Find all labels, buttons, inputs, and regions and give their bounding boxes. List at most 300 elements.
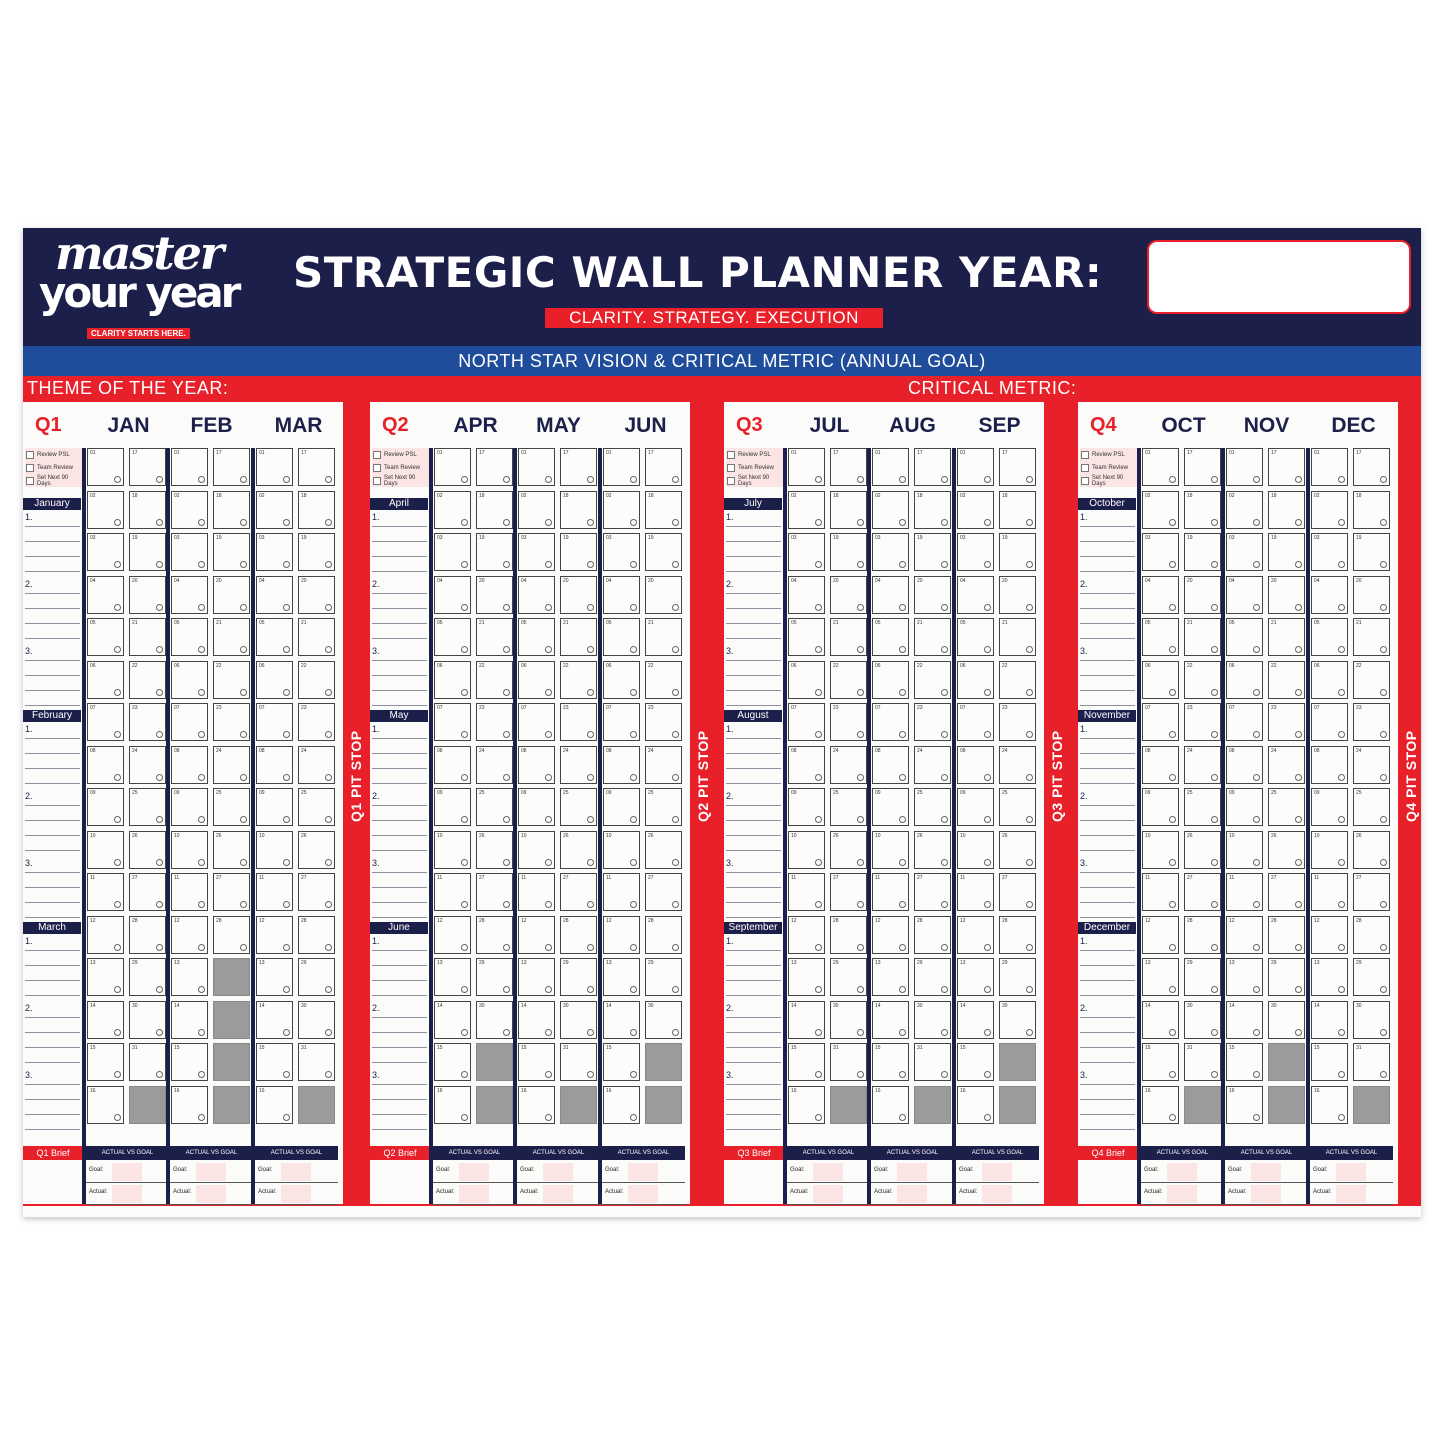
day-cell[interactable] bbox=[171, 916, 208, 954]
day-cell[interactable] bbox=[518, 1086, 555, 1124]
done-circle-icon[interactable] bbox=[984, 646, 991, 653]
writing-line[interactable] bbox=[25, 850, 80, 851]
day-cell[interactable] bbox=[87, 491, 124, 529]
done-circle-icon[interactable] bbox=[1253, 604, 1260, 611]
done-circle-icon[interactable] bbox=[1295, 561, 1302, 568]
day-cell[interactable] bbox=[1142, 746, 1179, 784]
done-circle-icon[interactable] bbox=[283, 859, 290, 866]
day-cell[interactable] bbox=[213, 533, 250, 571]
day-cell[interactable] bbox=[603, 618, 640, 656]
day-cell[interactable] bbox=[518, 533, 555, 571]
writing-line[interactable] bbox=[372, 1099, 427, 1100]
writing-line[interactable] bbox=[372, 805, 427, 806]
day-cell[interactable] bbox=[1353, 618, 1390, 656]
writing-line[interactable] bbox=[372, 835, 427, 836]
done-circle-icon[interactable] bbox=[461, 859, 468, 866]
day-cell[interactable] bbox=[87, 873, 124, 911]
day-cell[interactable] bbox=[298, 916, 335, 954]
done-circle-icon[interactable] bbox=[156, 731, 163, 738]
writing-line[interactable] bbox=[1080, 783, 1135, 784]
done-circle-icon[interactable] bbox=[114, 986, 121, 993]
day-cell[interactable] bbox=[872, 661, 909, 699]
day-cell[interactable] bbox=[476, 576, 513, 614]
writing-line[interactable] bbox=[372, 887, 427, 888]
day-cell[interactable] bbox=[1226, 491, 1263, 529]
day-cell[interactable] bbox=[999, 703, 1036, 741]
writing-line[interactable] bbox=[372, 593, 427, 594]
day-cell[interactable] bbox=[872, 533, 909, 571]
day-cell[interactable] bbox=[1142, 576, 1179, 614]
day-cell[interactable] bbox=[129, 746, 166, 784]
day-cell[interactable] bbox=[434, 703, 471, 741]
day-cell[interactable] bbox=[788, 873, 825, 911]
day-cell[interactable] bbox=[476, 661, 513, 699]
day-cell[interactable] bbox=[914, 873, 951, 911]
done-circle-icon[interactable] bbox=[984, 986, 991, 993]
writing-line[interactable] bbox=[726, 902, 781, 903]
checklist-item[interactable] bbox=[372, 448, 430, 461]
day-cell[interactable] bbox=[129, 916, 166, 954]
day-cell[interactable] bbox=[256, 576, 293, 614]
day-cell[interactable] bbox=[1226, 576, 1263, 614]
day-cell[interactable] bbox=[434, 873, 471, 911]
writing-line[interactable] bbox=[1080, 1047, 1135, 1048]
day-cell[interactable] bbox=[1184, 916, 1221, 954]
input-area[interactable] bbox=[543, 1163, 573, 1181]
day-cell[interactable] bbox=[518, 873, 555, 911]
done-circle-icon[interactable] bbox=[1211, 859, 1218, 866]
day-cell[interactable] bbox=[603, 746, 640, 784]
day-cell[interactable] bbox=[560, 703, 597, 741]
done-circle-icon[interactable] bbox=[630, 561, 637, 568]
done-circle-icon[interactable] bbox=[941, 561, 948, 568]
done-circle-icon[interactable] bbox=[984, 901, 991, 908]
day-cell[interactable] bbox=[518, 1043, 555, 1081]
day-cell[interactable] bbox=[914, 661, 951, 699]
day-cell[interactable] bbox=[1268, 491, 1305, 529]
done-circle-icon[interactable] bbox=[198, 1071, 205, 1078]
day-cell[interactable] bbox=[1353, 831, 1390, 869]
done-circle-icon[interactable] bbox=[984, 774, 991, 781]
day-cell[interactable] bbox=[518, 703, 555, 741]
done-circle-icon[interactable] bbox=[545, 986, 552, 993]
day-cell[interactable] bbox=[914, 1086, 951, 1124]
day-cell[interactable] bbox=[957, 788, 994, 826]
day-cell[interactable] bbox=[603, 1086, 640, 1124]
day-cell[interactable] bbox=[298, 873, 335, 911]
writing-line[interactable] bbox=[372, 608, 427, 609]
day-cell[interactable] bbox=[1311, 831, 1348, 869]
done-circle-icon[interactable] bbox=[1169, 944, 1176, 951]
day-cell[interactable] bbox=[560, 873, 597, 911]
done-circle-icon[interactable] bbox=[1338, 1029, 1345, 1036]
day-cell[interactable] bbox=[129, 1001, 166, 1039]
day-cell[interactable] bbox=[1268, 576, 1305, 614]
day-cell[interactable] bbox=[645, 491, 682, 529]
day-cell[interactable] bbox=[1226, 1086, 1263, 1124]
done-circle-icon[interactable] bbox=[630, 901, 637, 908]
day-cell[interactable] bbox=[1311, 448, 1348, 486]
done-circle-icon[interactable] bbox=[240, 944, 247, 951]
day-cell[interactable] bbox=[872, 873, 909, 911]
day-cell[interactable] bbox=[434, 1001, 471, 1039]
goal-field[interactable] bbox=[602, 1162, 685, 1183]
done-circle-icon[interactable] bbox=[984, 604, 991, 611]
done-circle-icon[interactable] bbox=[1026, 774, 1033, 781]
done-circle-icon[interactable] bbox=[630, 1029, 637, 1036]
done-circle-icon[interactable] bbox=[984, 561, 991, 568]
writing-line[interactable] bbox=[726, 783, 781, 784]
writing-line[interactable] bbox=[25, 690, 80, 691]
day-cell[interactable] bbox=[171, 1086, 208, 1124]
done-circle-icon[interactable] bbox=[1338, 986, 1345, 993]
done-circle-icon[interactable] bbox=[899, 774, 906, 781]
day-cell[interactable] bbox=[476, 1043, 513, 1081]
done-circle-icon[interactable] bbox=[240, 859, 247, 866]
day-cell[interactable] bbox=[603, 533, 640, 571]
done-circle-icon[interactable] bbox=[1169, 1071, 1176, 1078]
day-cell[interactable] bbox=[645, 703, 682, 741]
day-cell[interactable] bbox=[830, 533, 867, 571]
done-circle-icon[interactable] bbox=[503, 901, 510, 908]
day-cell[interactable] bbox=[830, 1001, 867, 1039]
day-cell[interactable] bbox=[1184, 576, 1221, 614]
day-cell[interactable] bbox=[872, 916, 909, 954]
writing-line[interactable] bbox=[1080, 965, 1135, 966]
input-area[interactable] bbox=[897, 1163, 927, 1181]
done-circle-icon[interactable] bbox=[1380, 859, 1387, 866]
writing-line[interactable] bbox=[372, 690, 427, 691]
done-circle-icon[interactable] bbox=[587, 561, 594, 568]
day-cell[interactable] bbox=[171, 703, 208, 741]
input-area[interactable] bbox=[628, 1163, 658, 1181]
done-circle-icon[interactable] bbox=[503, 561, 510, 568]
done-circle-icon[interactable] bbox=[1338, 901, 1345, 908]
day-cell[interactable] bbox=[518, 958, 555, 996]
day-cell[interactable] bbox=[1142, 788, 1179, 826]
writing-line[interactable] bbox=[1080, 1114, 1135, 1115]
day-cell[interactable] bbox=[213, 576, 250, 614]
day-cell[interactable] bbox=[645, 958, 682, 996]
day-cell[interactable] bbox=[256, 831, 293, 869]
done-circle-icon[interactable] bbox=[1169, 519, 1176, 526]
done-circle-icon[interactable] bbox=[1295, 816, 1302, 823]
done-circle-icon[interactable] bbox=[114, 731, 121, 738]
done-circle-icon[interactable] bbox=[461, 731, 468, 738]
done-circle-icon[interactable] bbox=[1026, 816, 1033, 823]
done-circle-icon[interactable] bbox=[503, 986, 510, 993]
input-area[interactable] bbox=[897, 1185, 927, 1203]
writing-line[interactable] bbox=[1080, 753, 1135, 754]
day-cell[interactable] bbox=[476, 491, 513, 529]
day-cell[interactable] bbox=[256, 958, 293, 996]
done-circle-icon[interactable] bbox=[1211, 1071, 1218, 1078]
writing-line[interactable] bbox=[372, 738, 427, 739]
input-area[interactable] bbox=[1167, 1163, 1197, 1181]
day-cell[interactable] bbox=[518, 661, 555, 699]
day-cell[interactable] bbox=[476, 746, 513, 784]
day-cell[interactable] bbox=[1184, 448, 1221, 486]
day-cell[interactable] bbox=[603, 831, 640, 869]
day-cell[interactable] bbox=[1353, 703, 1390, 741]
done-circle-icon[interactable] bbox=[899, 859, 906, 866]
done-circle-icon[interactable] bbox=[114, 561, 121, 568]
day-cell[interactable] bbox=[298, 576, 335, 614]
done-circle-icon[interactable] bbox=[1253, 986, 1260, 993]
day-cell[interactable] bbox=[1142, 533, 1179, 571]
writing-line[interactable] bbox=[25, 753, 80, 754]
writing-line[interactable] bbox=[25, 768, 80, 769]
done-circle-icon[interactable] bbox=[1026, 859, 1033, 866]
done-circle-icon[interactable] bbox=[672, 561, 679, 568]
day-cell[interactable] bbox=[872, 788, 909, 826]
day-cell[interactable] bbox=[1353, 1086, 1390, 1124]
day-cell[interactable] bbox=[1142, 1001, 1179, 1039]
day-cell[interactable] bbox=[872, 448, 909, 486]
day-cell[interactable] bbox=[788, 958, 825, 996]
writing-line[interactable] bbox=[1080, 556, 1135, 557]
day-cell[interactable] bbox=[999, 746, 1036, 784]
done-circle-icon[interactable] bbox=[240, 561, 247, 568]
done-circle-icon[interactable] bbox=[815, 689, 822, 696]
done-circle-icon[interactable] bbox=[1169, 816, 1176, 823]
day-cell[interactable] bbox=[788, 618, 825, 656]
writing-line[interactable] bbox=[372, 753, 427, 754]
day-cell[interactable] bbox=[1353, 746, 1390, 784]
done-circle-icon[interactable] bbox=[1380, 774, 1387, 781]
done-circle-icon[interactable] bbox=[1026, 1029, 1033, 1036]
day-cell[interactable] bbox=[603, 873, 640, 911]
writing-line[interactable] bbox=[1080, 902, 1135, 903]
actual-field[interactable] bbox=[1225, 1184, 1308, 1205]
checkbox[interactable] bbox=[727, 477, 735, 485]
done-circle-icon[interactable] bbox=[815, 561, 822, 568]
done-circle-icon[interactable] bbox=[325, 859, 332, 866]
done-circle-icon[interactable] bbox=[857, 1071, 864, 1078]
done-circle-icon[interactable] bbox=[283, 604, 290, 611]
done-circle-icon[interactable] bbox=[461, 689, 468, 696]
done-circle-icon[interactable] bbox=[1253, 774, 1260, 781]
writing-line[interactable] bbox=[726, 820, 781, 821]
done-circle-icon[interactable] bbox=[899, 689, 906, 696]
day-cell[interactable] bbox=[256, 746, 293, 784]
day-cell[interactable] bbox=[603, 916, 640, 954]
writing-line[interactable] bbox=[1080, 805, 1135, 806]
done-circle-icon[interactable] bbox=[156, 1071, 163, 1078]
writing-line[interactable] bbox=[1080, 738, 1135, 739]
writing-line[interactable] bbox=[726, 738, 781, 739]
writing-line[interactable] bbox=[1080, 950, 1135, 951]
done-circle-icon[interactable] bbox=[815, 1071, 822, 1078]
done-circle-icon[interactable] bbox=[815, 476, 822, 483]
day-cell[interactable] bbox=[298, 491, 335, 529]
done-circle-icon[interactable] bbox=[815, 1114, 822, 1121]
day-cell[interactable] bbox=[1268, 533, 1305, 571]
done-circle-icon[interactable] bbox=[630, 476, 637, 483]
done-circle-icon[interactable] bbox=[857, 604, 864, 611]
writing-line[interactable] bbox=[1080, 835, 1135, 836]
done-circle-icon[interactable] bbox=[984, 944, 991, 951]
day-cell[interactable] bbox=[560, 618, 597, 656]
day-cell[interactable] bbox=[171, 661, 208, 699]
done-circle-icon[interactable] bbox=[899, 476, 906, 483]
done-circle-icon[interactable] bbox=[1026, 561, 1033, 568]
done-circle-icon[interactable] bbox=[114, 944, 121, 951]
goal-field[interactable] bbox=[956, 1162, 1039, 1183]
done-circle-icon[interactable] bbox=[114, 774, 121, 781]
day-cell[interactable] bbox=[1226, 873, 1263, 911]
day-cell[interactable] bbox=[1311, 1086, 1348, 1124]
day-cell[interactable] bbox=[957, 1001, 994, 1039]
day-cell[interactable] bbox=[87, 746, 124, 784]
day-cell[interactable] bbox=[645, 448, 682, 486]
goal-field[interactable] bbox=[787, 1162, 870, 1183]
done-circle-icon[interactable] bbox=[899, 646, 906, 653]
day-cell[interactable] bbox=[87, 1001, 124, 1039]
done-circle-icon[interactable] bbox=[857, 944, 864, 951]
done-circle-icon[interactable] bbox=[545, 774, 552, 781]
day-cell[interactable] bbox=[788, 661, 825, 699]
day-cell[interactable] bbox=[1268, 1086, 1305, 1124]
done-circle-icon[interactable] bbox=[857, 859, 864, 866]
day-cell[interactable] bbox=[476, 916, 513, 954]
done-circle-icon[interactable] bbox=[587, 1029, 594, 1036]
done-circle-icon[interactable] bbox=[899, 1071, 906, 1078]
day-cell[interactable] bbox=[830, 618, 867, 656]
done-circle-icon[interactable] bbox=[1253, 859, 1260, 866]
writing-line[interactable] bbox=[25, 571, 80, 572]
done-circle-icon[interactable] bbox=[1380, 646, 1387, 653]
day-cell[interactable] bbox=[999, 958, 1036, 996]
writing-line[interactable] bbox=[25, 738, 80, 739]
day-cell[interactable] bbox=[1226, 1043, 1263, 1081]
writing-line[interactable] bbox=[25, 623, 80, 624]
day-cell[interactable] bbox=[914, 448, 951, 486]
done-circle-icon[interactable] bbox=[941, 731, 948, 738]
day-cell[interactable] bbox=[830, 831, 867, 869]
checkbox[interactable] bbox=[1081, 464, 1089, 472]
done-circle-icon[interactable] bbox=[156, 646, 163, 653]
done-circle-icon[interactable] bbox=[325, 519, 332, 526]
writing-line[interactable] bbox=[1080, 820, 1135, 821]
done-circle-icon[interactable] bbox=[503, 731, 510, 738]
done-circle-icon[interactable] bbox=[325, 1071, 332, 1078]
done-circle-icon[interactable] bbox=[156, 944, 163, 951]
done-circle-icon[interactable] bbox=[461, 986, 468, 993]
done-circle-icon[interactable] bbox=[672, 689, 679, 696]
done-circle-icon[interactable] bbox=[461, 774, 468, 781]
day-cell[interactable] bbox=[1268, 703, 1305, 741]
day-cell[interactable] bbox=[87, 448, 124, 486]
day-cell[interactable] bbox=[1268, 873, 1305, 911]
day-cell[interactable] bbox=[914, 916, 951, 954]
done-circle-icon[interactable] bbox=[941, 689, 948, 696]
day-cell[interactable] bbox=[87, 661, 124, 699]
writing-line[interactable] bbox=[25, 705, 80, 706]
done-circle-icon[interactable] bbox=[503, 646, 510, 653]
done-circle-icon[interactable] bbox=[587, 774, 594, 781]
writing-line[interactable] bbox=[726, 850, 781, 851]
day-cell[interactable] bbox=[788, 1086, 825, 1124]
checkbox[interactable] bbox=[1081, 451, 1089, 459]
day-cell[interactable] bbox=[256, 873, 293, 911]
day-cell[interactable] bbox=[872, 958, 909, 996]
done-circle-icon[interactable] bbox=[198, 561, 205, 568]
done-circle-icon[interactable] bbox=[1295, 689, 1302, 696]
done-circle-icon[interactable] bbox=[114, 1029, 121, 1036]
day-cell[interactable] bbox=[1353, 916, 1390, 954]
done-circle-icon[interactable] bbox=[672, 986, 679, 993]
day-cell[interactable] bbox=[1226, 703, 1263, 741]
day-cell[interactable] bbox=[129, 576, 166, 614]
day-cell[interactable] bbox=[213, 788, 250, 826]
day-cell[interactable] bbox=[87, 788, 124, 826]
writing-line[interactable] bbox=[726, 872, 781, 873]
checklist-item[interactable] bbox=[726, 474, 784, 487]
writing-line[interactable] bbox=[25, 1047, 80, 1048]
writing-line[interactable] bbox=[726, 1084, 781, 1085]
day-cell[interactable] bbox=[298, 661, 335, 699]
done-circle-icon[interactable] bbox=[461, 476, 468, 483]
done-circle-icon[interactable] bbox=[114, 646, 121, 653]
writing-line[interactable] bbox=[372, 850, 427, 851]
writing-line[interactable] bbox=[1080, 690, 1135, 691]
day-cell[interactable] bbox=[213, 1043, 250, 1081]
done-circle-icon[interactable] bbox=[815, 1029, 822, 1036]
day-cell[interactable] bbox=[87, 533, 124, 571]
writing-line[interactable] bbox=[25, 608, 80, 609]
day-cell[interactable] bbox=[129, 491, 166, 529]
done-circle-icon[interactable] bbox=[503, 689, 510, 696]
done-circle-icon[interactable] bbox=[815, 774, 822, 781]
writing-line[interactable] bbox=[372, 526, 427, 527]
done-circle-icon[interactable] bbox=[156, 816, 163, 823]
done-circle-icon[interactable] bbox=[461, 816, 468, 823]
done-circle-icon[interactable] bbox=[240, 689, 247, 696]
done-circle-icon[interactable] bbox=[857, 561, 864, 568]
done-circle-icon[interactable] bbox=[198, 1029, 205, 1036]
done-circle-icon[interactable] bbox=[1295, 476, 1302, 483]
checklist-item[interactable] bbox=[1080, 474, 1138, 487]
writing-line[interactable] bbox=[25, 872, 80, 873]
writing-line[interactable] bbox=[726, 571, 781, 572]
checklist-item[interactable] bbox=[1080, 448, 1138, 461]
day-cell[interactable] bbox=[129, 1043, 166, 1081]
done-circle-icon[interactable] bbox=[240, 646, 247, 653]
done-circle-icon[interactable] bbox=[1026, 731, 1033, 738]
done-circle-icon[interactable] bbox=[503, 859, 510, 866]
writing-line[interactable] bbox=[372, 820, 427, 821]
done-circle-icon[interactable] bbox=[1169, 986, 1176, 993]
done-circle-icon[interactable] bbox=[1169, 1029, 1176, 1036]
done-circle-icon[interactable] bbox=[1211, 816, 1218, 823]
done-circle-icon[interactable] bbox=[899, 731, 906, 738]
writing-line[interactable] bbox=[726, 980, 781, 981]
done-circle-icon[interactable] bbox=[283, 816, 290, 823]
day-cell[interactable] bbox=[1142, 1086, 1179, 1124]
done-circle-icon[interactable] bbox=[672, 604, 679, 611]
done-circle-icon[interactable] bbox=[114, 1114, 121, 1121]
done-circle-icon[interactable] bbox=[1211, 731, 1218, 738]
done-circle-icon[interactable] bbox=[545, 604, 552, 611]
checklist-item[interactable] bbox=[25, 461, 83, 474]
writing-line[interactable] bbox=[1080, 593, 1135, 594]
done-circle-icon[interactable] bbox=[899, 986, 906, 993]
day-cell[interactable] bbox=[129, 831, 166, 869]
actual-field[interactable] bbox=[433, 1184, 516, 1205]
done-circle-icon[interactable] bbox=[198, 859, 205, 866]
done-circle-icon[interactable] bbox=[941, 604, 948, 611]
